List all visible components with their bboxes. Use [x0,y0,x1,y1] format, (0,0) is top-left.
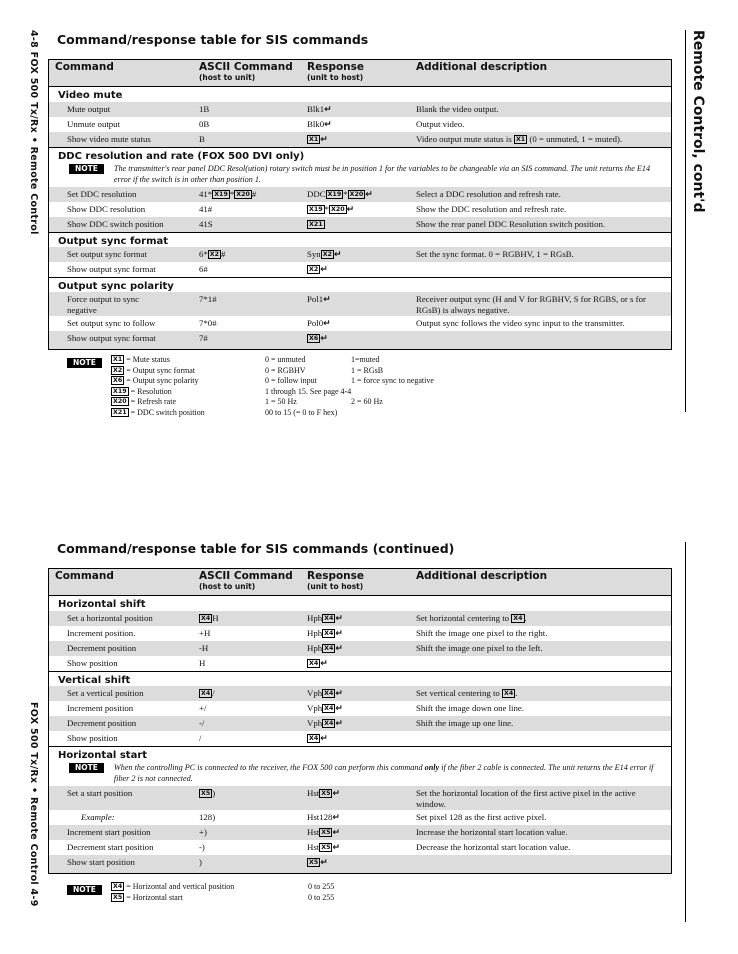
cmd-cell: Set DDC resolution [67,189,137,199]
desc-cell: Shift the image down one line. [416,703,524,713]
header-ascii: ASCII Command [199,570,293,582]
footnote-row: X2 = Output sync format 0 = RGBHV 1 = RGsB [113,365,384,375]
return-icon: ↵ [335,704,343,714]
variable-x4: X4 [309,735,319,742]
resp-cell: Pol1↵ [307,294,331,305]
side-label-top: 4-8 FOX 500 Tx/Rx • Remote Control [28,30,39,235]
variables-footnote [111,355,434,418]
resp-cell: Hst X5 ↵ [307,788,341,799]
return-icon: ↵ [335,689,343,699]
table-row [49,611,671,626]
return-icon: ↵ [365,190,373,200]
desc-cell: Show the rear panel DDC Resolution switch position. [416,219,606,229]
desc-cell: Set the sync format. 0 = RGBHV, 1 = RGsB. [416,249,574,259]
resp-cell [307,134,416,147]
return-icon: ↵ [335,614,343,624]
header-response: Response [307,61,365,73]
resp-cell: Hst X5 ↵ [307,842,341,853]
footnote-row: X19 = Resolution 1 through 15. See page 4-4 [113,386,352,396]
header-response-sub: (unit to host) [307,582,364,591]
cmd-cell: Set a horizontal position [67,613,153,623]
variable-x19: X19 [214,191,228,198]
cmd-cell: Increment start position [67,827,151,837]
resp-cell [307,333,416,349]
group-vertical-shift: Vertical shift [49,671,671,686]
header-ascii: ASCII Command [199,61,293,73]
resp-cell: Hph X4 ↵ [307,613,343,624]
variable-x20: X20 [331,206,345,213]
cmd-cell: Set output sync to follow [67,318,156,328]
table-row [49,187,671,202]
variable-x4: X4 [503,690,514,697]
footnote-row: X4 = Horizontal and vertical position 0 to 255 [113,882,335,891]
variable-x19: X19 [327,191,342,198]
desc-cell: Set pixel 128 as the first active pixel. [416,812,547,822]
resp-cell [307,658,416,671]
return-icon: ↵ [323,295,331,305]
footnote-row: X21 = DDC switch position 00 to 15 (= 0 to F hex) [113,407,338,417]
cmd-cell: Show position [67,733,118,743]
ascii-cell: 41S [199,219,213,229]
variable-x6: X6 [113,377,123,384]
ascii-cell: -) [199,842,205,852]
desc-cell: Shift the image one pixel to the right. [416,628,548,638]
table-row [49,117,671,132]
table-row [49,132,671,147]
resp-cell [307,857,416,873]
cmd-cell: Show position [67,658,118,668]
group-horizontal-shift: Horizontal shift [58,599,146,610]
ascii-cell: 7*1# [199,294,217,304]
resp-cell [307,264,416,277]
variable-x2: X2 [322,251,332,258]
desc-cell [416,857,671,873]
return-icon: ↵ [320,734,328,744]
return-icon: ↵ [324,120,332,130]
resp-cell: Vph X4 ↵ [307,718,343,729]
cmd-cell: Increment position [67,703,134,713]
table-row [49,701,671,716]
variable-x20: X20 [236,191,250,198]
desc-cell: Set vertical centering to X4 . [416,688,518,698]
table-row [49,840,671,855]
header-response: Response [307,570,365,582]
ascii-cell: 7# [199,333,208,343]
cmd-cell: Show output sync format [67,264,156,274]
cmd-cell: Show DDC switch position [67,219,164,229]
desc-cell: Show the DDC resolution and refresh rate. [416,204,567,214]
variable-x1: X1 [113,356,123,363]
variable-x2: X2 [209,251,220,258]
variable-x4: X4 [324,720,334,727]
variable-x4: X4 [324,645,334,652]
cmd-cell: Decrement start position [67,842,154,852]
desc-cell: Select a DDC resolution and refresh rate. [416,189,561,199]
resp-text: Blk0 [307,119,325,129]
return-icon: ↵ [323,319,331,329]
group-horizontal-start: Horizontal start [49,746,671,761]
table-row [49,656,671,671]
header-description: Additional description [416,61,548,73]
resp-cell [307,104,416,117]
return-icon: ↵ [320,135,328,145]
ascii-cell: +) [199,827,207,837]
variable-x21: X21 [309,221,323,228]
header-ascii-sub: (host to unit) [199,73,256,82]
return-icon: ↵ [324,105,332,115]
header-ascii-sub: (host to unit) [199,582,256,591]
table-row [49,716,671,731]
section-heading-right: Remote Control, cont'd [690,30,706,213]
side-label-bottom: FOX 500 Tx/Rx • Remote Control 4-9 [28,702,39,907]
cmd-cell: Example: [81,812,115,822]
table-row [49,786,671,810]
footnote-row: X6 = Output sync polarity 0 = follow input 1 = force sync to negative [113,376,434,385]
table-row [49,855,671,873]
desc-cell: Increase the horizontal start location value. [416,827,568,837]
resp-cell: DDC X19 * X20 ↵ [307,189,373,200]
table-title-continued: Command/response table for SIS commands (continued) [57,541,455,556]
command-table [48,59,672,350]
resp-cell: Hst X5 ↵ [307,827,341,838]
return-icon: ↵ [332,843,341,853]
cmd-cell: Show video mute status [67,134,151,144]
table-row [49,292,671,316]
table-header [49,569,671,596]
desc-cell: Set the horizontal location of the first active pixel in the active window. [416,788,636,809]
desc-cell: Receiver output sync (H and V for RGBHV, S for RGBS, or s for RGsB) is always negative. [416,294,646,315]
command-table-continued [48,568,672,874]
ascii-cell: X4 / [201,688,215,698]
variable-x5: X5 [201,790,211,797]
cmd-cell: Mute output [67,104,111,114]
footnote-row: X20 = Refresh rate 1 = 50 Hz 2 = 60 Hz [113,397,383,406]
ascii-cell: / [199,733,202,743]
cmd-cell: Increment position. [67,628,136,638]
desc-cell [416,658,671,671]
table-title: Command/response table for SIS commands [57,32,369,47]
ascii-cell: 6# [199,264,208,274]
ascii-cell: -H [199,643,209,653]
header-command: Command [55,570,114,582]
variable-x4: X4 [324,615,334,622]
variable-x5: X5 [113,893,123,901]
table-row [49,247,671,262]
variable-x4: X4 [201,690,211,697]
table-row [49,686,671,701]
group-sync-polarity: Output sync polarity [49,277,671,292]
return-icon: ↵ [332,828,341,838]
ascii-cell: +/ [199,703,207,713]
footnote-row: X5 = Horizontal start 0 to 255 [113,892,335,902]
desc-cell [416,733,671,746]
variable-x6: X6 [309,335,319,342]
desc-text: (0 = unmuted, 1 = muted). [527,134,623,144]
variable-x20: X20 [113,398,127,405]
table-row [49,331,671,349]
return-icon: ↵ [335,644,343,654]
return-icon: ↵ [320,334,328,344]
ascii-cell: 0B [199,119,210,129]
return-icon: ↵ [320,858,328,868]
ascii-cell: 1B [199,104,210,114]
cmd-cell: Decrement position [67,643,137,653]
vertical-rule-top [685,30,686,412]
table-row [49,641,671,656]
ddc-note [49,162,671,187]
table-row [49,810,671,825]
variable-x4: X4 [324,705,334,712]
variable-x2: X2 [309,266,319,273]
desc-cell: Output video. [416,119,465,129]
variable-x2: X2 [113,366,123,374]
return-icon: ↵ [332,789,341,799]
cmd-cell: Set output sync format [67,249,147,259]
note-badge: NOTE [67,358,102,368]
desc-cell: Set horizontal centering to X4 . [416,613,527,623]
resp-cell: Syn X2 ↵ [307,249,342,260]
note-badge: NOTE [69,763,104,773]
variable-x4: X4 [113,883,123,890]
note-text: The transmitter's rear panel DDC Resol(ution) rotary switch must be in position 1 for the variables to be changeable via an SIS command. The unit returns the E14 error if the switch is in other than position 1. [113,164,651,184]
ascii-cell: -/ [199,718,205,728]
resp-cell [307,219,416,232]
ascii-cell: X5 ) [201,788,216,798]
variable-x4: X4 [324,690,334,697]
return-icon: ↵ [332,813,340,823]
desc-cell [416,264,671,277]
ascii-cell: +H [199,628,211,638]
footnote-row: X1 = Mute status 0 = unmuted 1=muted [113,355,380,364]
table-row [49,202,671,217]
group-ddc: DDC resolution and rate (FOX 500 DVI only) [49,147,671,162]
variable-x4: X4 [324,630,334,637]
resp-cell: Hph X4 ↵ [307,628,343,639]
table-row [49,626,671,641]
return-icon: ↵ [320,265,328,275]
variable-x19: X19 [113,387,127,395]
cmd-cell: Decrement position [67,718,137,728]
resp-cell: Hph X4 ↵ [307,643,343,654]
header-description: Additional description [416,570,548,582]
cmd-cell: Show start position [67,857,135,867]
header-response-sub: (unit to host) [307,73,364,82]
return-icon: ↵ [333,250,342,260]
table-row [49,731,671,746]
resp-text: Blk1 [307,104,325,114]
table-row [49,102,671,117]
variable-x21: X21 [113,408,127,416]
ascii-cell: 6* X2 # [199,249,226,259]
desc-cell: Shift the image up one line. [416,718,514,728]
table-row [49,262,671,277]
table-header [49,60,671,87]
ascii-cell: ) [199,857,202,867]
resp-cell: Hst128↵ [307,812,340,823]
header-command: Command [55,61,114,73]
table-row [49,217,671,232]
variable-x1: X1 [309,136,319,143]
variable-x1: X1 [515,136,526,143]
ascii-cell: X4 H [201,613,219,623]
resp-cell: Vph X4 ↵ [307,688,343,699]
desc-cell: Decrease the horizontal start location value. [416,842,571,852]
desc-cell: Output sync follows the video sync input to the transmitter. [416,318,625,328]
ascii-cell: 128) [199,812,216,822]
hstart-note [49,761,671,786]
table-row [49,825,671,840]
ascii-cell: 7*0# [199,318,217,328]
variables-footnote-continued [111,882,334,903]
cmd-cell: Show output sync format [67,333,156,343]
desc-cell: Shift the image one pixel to the left. [416,643,543,653]
ascii-cell: H [199,658,206,668]
desc-cell [416,333,671,349]
group-sync-format: Output sync format [49,232,671,247]
note-text: When the controlling PC is connected to the receiver, the FOX 500 can perform this command only if the fiber 2 cable is connected. The unit returns the E14 error if fiber 2 is not connected. [113,763,654,783]
return-icon: ↵ [335,719,343,729]
resp-cell: X19 * X20 ↵ [309,204,355,215]
resp-cell [307,733,416,746]
vertical-rule-bottom [685,542,686,922]
variable-x5: X5 [321,790,331,797]
variable-x5: X5 [321,844,331,851]
variable-x4: X4 [513,615,523,622]
variable-x5: X5 [321,829,331,836]
ascii-cell: 41* X19 * X20 # [199,189,257,199]
variable-x5: X5 [309,859,319,866]
desc-cell [416,134,671,147]
note-badge: NOTE [67,885,102,895]
variable-x19: X19 [309,206,323,213]
resp-cell: Vph X4 ↵ [307,703,343,714]
cmd-cell: Set a start position [67,788,133,798]
ascii-cell: B [199,134,205,144]
note-badge: NOTE [69,164,104,174]
return-icon: ↵ [335,629,343,639]
ascii-cell: 41# [199,204,213,214]
cmd-cell: Set a vertical position [67,688,144,698]
return-icon: ↵ [320,659,328,669]
cmd-cell: Force output to sync negative [67,294,140,315]
variable-x20: X20 [349,191,364,198]
desc-text: Video output mute status is [416,134,514,144]
group-video-mute: Video mute [58,90,123,101]
variable-x4: X4 [309,660,319,667]
resp-cell: Pol0↵ [307,318,331,329]
table-row [49,316,671,331]
desc-cell: Blank the video output. [416,104,499,114]
return-icon: ↵ [346,205,355,215]
variable-x4: X4 [201,615,211,622]
cmd-cell: Unmute output [67,119,121,129]
cmd-cell: Show DDC resolution [67,204,146,214]
resp-cell [307,119,416,132]
